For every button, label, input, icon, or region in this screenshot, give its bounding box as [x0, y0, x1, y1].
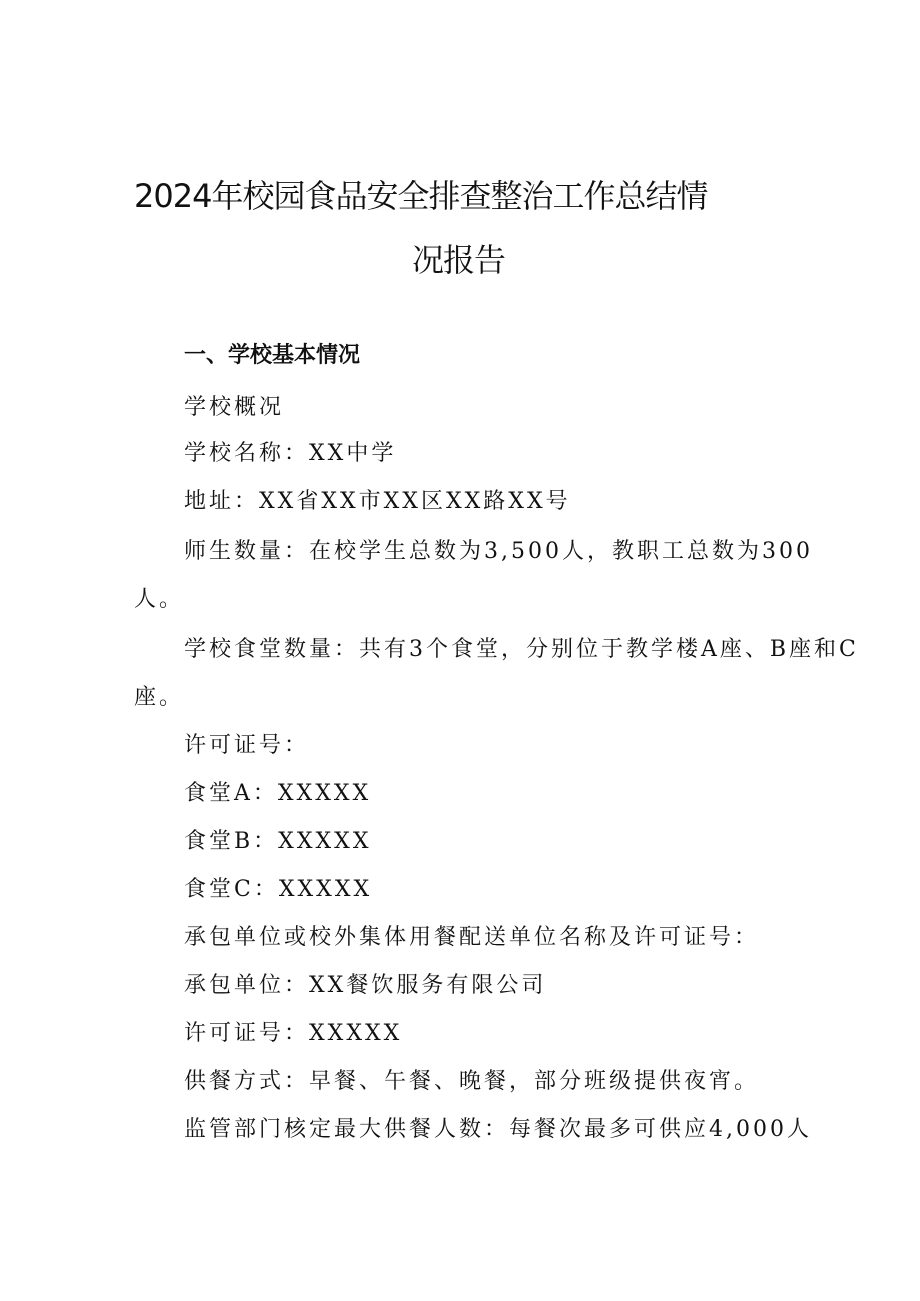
paragraph-meal-service: 供餐方式：早餐、午餐、晚餐，部分班级提供夜宵。	[184, 1069, 760, 1094]
section-heading-school-basic-info: 一、学校基本情况	[184, 343, 361, 368]
paragraph-canteen-a-license: 食堂A：XXXXX	[184, 781, 372, 806]
paragraph-license-heading: 许可证号：	[184, 733, 310, 758]
subheading-school-overview: 学校概况	[184, 395, 285, 420]
paragraph-contractor-heading: 承包单位或校外集体用餐配送单位名称及许可证号：	[184, 925, 760, 950]
paragraph-canteen-b-license: 食堂B：XXXXX	[184, 829, 372, 854]
paragraph-canteen-count: 学校食堂数量：共有3个食堂，分别位于教学楼A座、B座和C	[184, 637, 859, 662]
paragraph-contractor-license: 许可证号：XXXXX	[184, 1021, 403, 1046]
paragraph-contractor-name: 承包单位：XX餐饮服务有限公司	[184, 973, 547, 998]
paragraph-canteen-count-cont: 座。	[134, 685, 185, 710]
document-title-line-2: 况报告	[412, 241, 506, 279]
paragraph-address: 地址：XX省XX市XX区XX路XX号	[184, 489, 571, 514]
paragraph-staff-student-count-cont: 人。	[134, 587, 185, 612]
paragraph-school-name: 学校名称：XX中学	[184, 441, 397, 466]
paragraph-max-meal-capacity: 监管部门核定最大供餐人数：每餐次最多可供应4,000人	[184, 1117, 812, 1142]
paragraph-canteen-c-license: 食堂C：XXXXX	[184, 877, 373, 902]
paragraph-staff-student-count: 师生数量：在校学生总数为3,500人，教职工总数为300	[184, 539, 813, 564]
document-title-line-1: 2024年校园食品安全排查整治工作总结情	[134, 177, 708, 215]
